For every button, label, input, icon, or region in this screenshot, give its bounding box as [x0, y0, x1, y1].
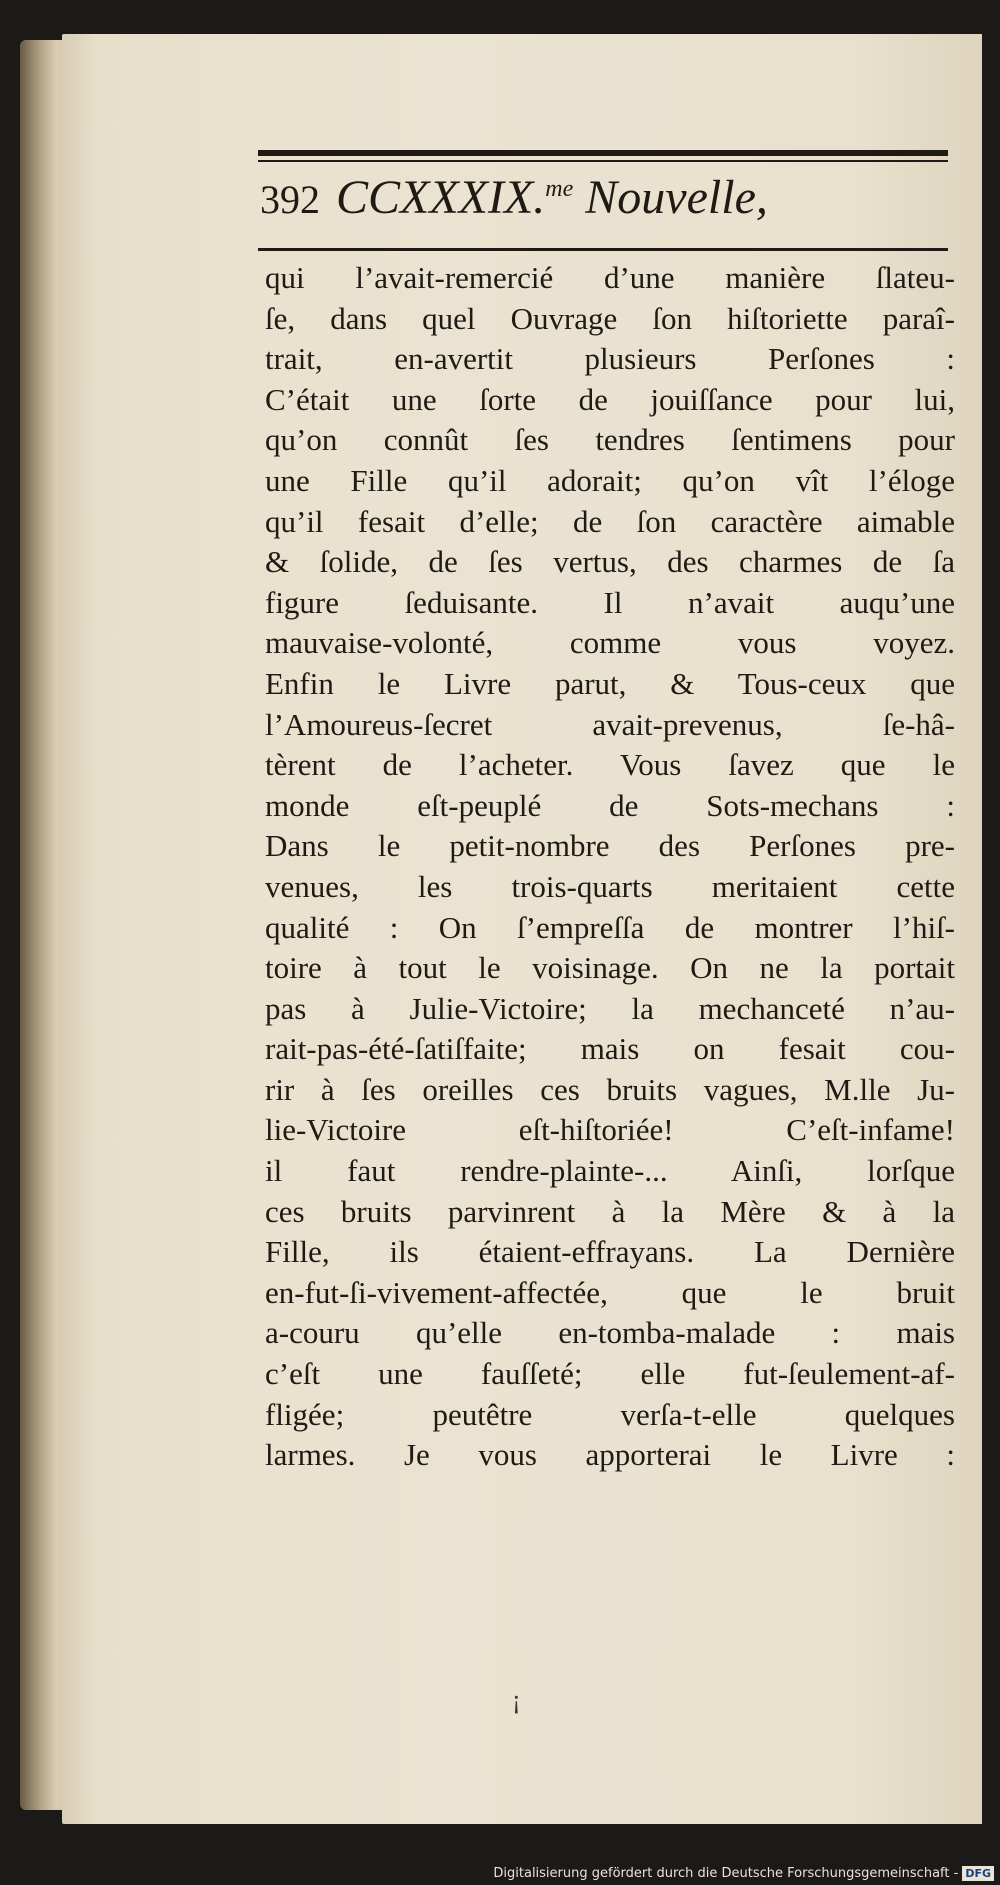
text-line: rait-pas-été-ſatiſfaite; mais on fesait cou- — [265, 1031, 955, 1067]
header-rule-bottom — [258, 248, 948, 251]
text-line: trait, en-avertit plusieurs Perſones : — [265, 341, 955, 377]
text-line: ſe, dans quel Ouvrage ſon hiſtoriette paraî- — [265, 300, 955, 336]
text-line: figure ſeduisante. Il n’avait auqu’une — [265, 584, 955, 620]
text-line: fligée; peutêtre verſa-t-elle quelques — [265, 1396, 955, 1432]
dfg-logo: DFG — [962, 1866, 994, 1881]
running-head — [260, 170, 950, 240]
text-line: larmes. Je vous apporterai le Livre : — [265, 1437, 955, 1473]
text-line: une Fille qu’il adorait; qu’on vît l’éloge — [265, 462, 955, 498]
text-line: qu’il fesait d’elle; de ſon caractère aimable — [265, 503, 955, 539]
text-line: rir à ſes oreilles ces bruits vagues, M.lle Ju- — [265, 1071, 955, 1107]
header-rule-thin — [258, 160, 948, 162]
text-line: lie-Victoire eſt-hiſtoriée! C’eſt-infame! — [265, 1112, 955, 1148]
text-line: C’était une ſorte de jouiſſance pour lui, — [265, 381, 955, 417]
page-shadow — [982, 34, 992, 1824]
footer-text: Digitalisierung gefördert durch die Deutsche Forschungsgemeinschaft - — [493, 1866, 959, 1881]
chapter-title-rest: Nouvelle, — [573, 171, 768, 224]
text-line: a-couru qu’elle en-tomba-malade : mais — [265, 1315, 955, 1351]
chapter-title: CCXXXIX. — [336, 171, 546, 224]
text-line: qui l’avait-remercié d’une manière ſlateu- — [265, 260, 955, 295]
text-line: qualité : On ſ’empreſſa de montrer l’hiſ- — [265, 909, 955, 945]
text-line: ces bruits parvinrent à la Mère & à la — [265, 1193, 955, 1229]
text-line: Dans le petit-nombre des Perſones pre- — [265, 828, 955, 864]
text-line: mauvaise-volonté, comme vous voyez. — [265, 625, 955, 661]
text-line: c’eſt une fauſſeté; elle fut-ſeulement-af- — [265, 1356, 955, 1392]
page-number: 392 — [260, 177, 320, 222]
text-line: toire à tout le voisinage. On ne la portait — [265, 950, 955, 986]
text-line: l’Amoureus-ſecret avait-prevenus, ſe-hâ- — [265, 706, 955, 742]
text-line: qu’on connût ſes tendres ſentimens pour — [265, 422, 955, 458]
bottom-mark: ¡ — [512, 1685, 521, 1714]
header-rule-top — [258, 150, 948, 156]
text-line: en-fut-ſi-vivement-affectée, que le bruit — [265, 1274, 955, 1310]
text-line: Enfin le Livre parut, & Tous-ceux que — [265, 665, 955, 701]
chapter-title-sup: me — [545, 176, 574, 202]
text-line: venues, les trois-quarts meritaient cette — [265, 868, 955, 904]
text-line: & ſolide, de ſes vertus, des charmes de ſa — [265, 544, 955, 580]
text-line: tèrent de l’acheter. Vous ſavez que le — [265, 747, 955, 783]
digitization-footer — [493, 1866, 994, 1881]
text-line: pas à Julie-Victoire; la mechanceté n’au- — [265, 990, 955, 1026]
body-text — [265, 258, 955, 1476]
text-line: Fille, ils étaient-effrayans. La Dernière — [265, 1234, 955, 1270]
text-line: monde eſt-peuplé de Sots-mechans : — [265, 787, 955, 823]
text-line: il faut rendre-plainte-... Ainſi, lorſque — [265, 1153, 955, 1189]
